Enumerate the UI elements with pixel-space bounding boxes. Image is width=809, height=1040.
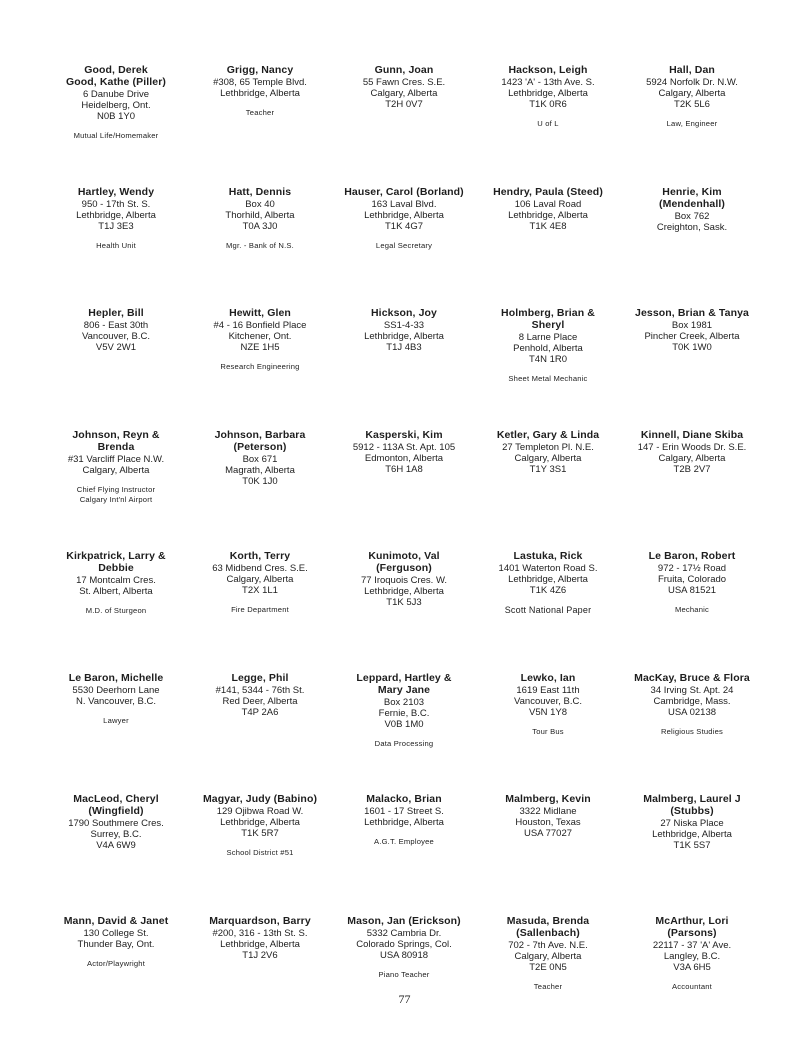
entry-name: Legge, Phil xyxy=(231,671,289,684)
entry-name: Gunn, Joan xyxy=(374,64,434,76)
entry-address: 27 Niska Place Lethbridge, Alberta T1K 5S7 xyxy=(652,818,732,851)
entry-name: Kirkpatrick, Larry & Debbie xyxy=(66,550,166,574)
entry-name: Hickson, Joy xyxy=(371,307,437,319)
entry-occupation: Piano Teacher xyxy=(378,969,430,979)
entry-name: Johnson, Reyn & Brenda xyxy=(72,428,160,453)
entry-name: Hartley, Wendy xyxy=(77,185,155,198)
entry-name: Le Baron, Michelle xyxy=(68,671,164,684)
entry-name: Leppard, Hartley & Mary Jane xyxy=(356,671,452,696)
entry-occupation: Data Processing xyxy=(374,738,434,748)
entry-occupation: M.D. of Sturgeon xyxy=(85,606,147,615)
entry-occupation: Mechanic xyxy=(674,605,710,614)
entry-name: Good, Derek Good, Kathe (Piller) xyxy=(65,64,166,88)
entry-name: Korth, Terry xyxy=(229,550,291,562)
entry-address: Box 40 Thorhild, Alberta T0A 3J0 xyxy=(225,198,295,232)
entry-occupation: Religious Studies xyxy=(660,726,724,736)
directory-entry xyxy=(44,550,188,672)
entry-occupation: Law, Engineer xyxy=(666,119,718,128)
entry-address: 3322 Midlane Houston, Texas USA 77027 xyxy=(515,806,581,839)
directory-entry xyxy=(188,550,332,672)
entry-address: Box 762 Creighton, Sask. xyxy=(656,210,728,233)
directory-entry xyxy=(620,64,764,186)
entry-address: 163 Laval Blvd. Lethbridge, Alberta T1K 4G7 xyxy=(364,198,444,232)
directory-entry xyxy=(44,429,188,551)
directory-entry xyxy=(188,793,332,915)
entry-name: Hewitt, Glen xyxy=(229,307,291,319)
entry-address: 34 Irving St. Apt. 24 Cambridge, Mass. USA 02138 xyxy=(650,684,734,718)
directory-entry xyxy=(620,186,764,308)
entry-name: Malacko, Brian xyxy=(366,793,442,805)
entry-address: #141, 5344 - 76th St. Red Deer, Alberta T4P 2A6 xyxy=(215,684,305,718)
entry-address: 106 Laval Road Lethbridge, Alberta T1K 4E8 xyxy=(508,198,588,232)
entry-name: Kasperski, Kim xyxy=(365,428,443,441)
entry-name: Johnson, Barbara (Peterson) xyxy=(214,428,306,453)
directory-entry xyxy=(188,64,332,186)
entry-occupation: Fire Department xyxy=(231,605,289,614)
directory-entry xyxy=(620,793,764,915)
entry-address: 5332 Cambria Dr. Colorado Springs, Col. USA 80918 xyxy=(356,927,452,961)
directory-entry xyxy=(44,915,188,1037)
directory-entry xyxy=(188,307,332,429)
directory-entry xyxy=(332,793,476,915)
directory-entry xyxy=(620,550,764,672)
directory-entry xyxy=(332,186,476,308)
entry-address: 1423 'A' - 13th Ave. S. Lethbridge, Alberta T1K 0R6 xyxy=(501,77,595,110)
entry-name: McArthur, Lori (Parsons) xyxy=(655,914,729,939)
entry-address: Box 1981 Pincher Creek, Alberta T0K 1W0 xyxy=(644,320,740,353)
entry-address: 129 Ojibwa Road W. Lethbridge, Alberta T1K 5R7 xyxy=(216,806,304,839)
directory-entry xyxy=(44,672,188,794)
entry-name: Malmberg, Kevin xyxy=(505,793,591,805)
directory-entry xyxy=(332,915,476,1037)
directory-entry xyxy=(476,307,620,429)
directory-entry xyxy=(476,550,620,672)
entry-occupation: Actor/Playwright xyxy=(86,958,146,968)
entry-address: 27 Templeton Pl. N.E. Calgary, Alberta T1Y 3S1 xyxy=(502,441,594,475)
entry-occupation: Teacher xyxy=(245,108,275,117)
directory-entry xyxy=(476,793,620,915)
directory-entry xyxy=(620,672,764,794)
directory-entry xyxy=(332,672,476,794)
entry-address: 806 - East 30th Vancouver, B.C. V5V 2W1 xyxy=(82,320,150,353)
entry-name: Kinnell, Diane Skiba xyxy=(640,428,744,441)
entry-address: #31 Varcliff Place N.W. Calgary, Alberta xyxy=(67,453,165,476)
directory-entry xyxy=(476,64,620,186)
entry-name: Lewko, Ian xyxy=(520,671,576,684)
entry-address: 17 Montcalm Cres. St. Albert, Alberta xyxy=(76,575,156,597)
entry-occupation: School District #51 xyxy=(226,848,294,857)
entry-name: Hepler, Bill xyxy=(88,307,144,319)
entry-address: #4 - 16 Bonfield Place Kitchener, Ont. NZE 1H5 xyxy=(213,320,307,353)
entry-occupation: Research Engineering xyxy=(220,362,300,371)
directory-grid xyxy=(44,64,764,1036)
entry-name: Mann, David & Janet xyxy=(63,914,169,927)
entry-address: 5912 - 113A St. Apt. 105 Edmonton, Alberta T6H 1A8 xyxy=(352,441,456,475)
entry-name: Magyar, Judy (Babino) xyxy=(202,793,318,805)
directory-entry xyxy=(332,550,476,672)
directory-entry xyxy=(476,672,620,794)
entry-address: 950 - 17th St. S. Lethbridge, Alberta T1J 3E3 xyxy=(76,198,156,232)
directory-entry xyxy=(476,915,620,1037)
entry-address: 55 Fawn Cres. S.E. Calgary, Alberta T2H 0V7 xyxy=(362,77,446,110)
entry-name: Masuda, Brenda (Sallenbach) xyxy=(506,914,590,939)
directory-entry xyxy=(332,307,476,429)
entry-address: 63 Midbend Cres. S.E. Calgary, Alberta T2X 1L1 xyxy=(212,563,308,596)
directory-entry xyxy=(188,915,332,1037)
entry-address: Box 2103 Fernie, B.C. V0B 1M0 xyxy=(378,696,430,730)
entry-name: Malmberg, Laurel J (Stubbs) xyxy=(643,793,741,817)
directory-entry xyxy=(44,186,188,308)
entry-address: 5924 Norfolk Dr. N.W. Calgary, Alberta T2K 5L6 xyxy=(646,77,738,110)
entry-address: 1601 - 17 Street S. Lethbridge, Alberta xyxy=(364,806,444,828)
directory-entry xyxy=(44,64,188,186)
entry-name: Lastuka, Rick xyxy=(513,550,583,562)
entry-address: #308, 65 Temple Blvd. Lethbridge, Alberta xyxy=(213,77,307,99)
directory-entry xyxy=(476,186,620,308)
entry-address: 1401 Waterton Road S. Lethbridge, Alberta T1K 4Z6 xyxy=(498,563,598,596)
directory-entry xyxy=(620,915,764,1037)
entry-occupation: Scott National Paper xyxy=(504,605,592,615)
entry-occupation: Tour Bus xyxy=(532,726,564,736)
entry-name: Grigg, Nancy xyxy=(226,64,294,76)
entry-occupation: Mgr. - Bank of N.S. xyxy=(226,240,294,250)
entry-name: MacLeod, Cheryl (Wingfield) xyxy=(73,793,159,817)
entry-address: Box 671 Magrath, Alberta T0K 1J0 xyxy=(225,453,295,487)
directory-entry xyxy=(620,429,764,551)
entry-address: 1619 East 11th Vancouver, B.C. V5N 1Y8 xyxy=(514,684,582,718)
entry-occupation: Accountant xyxy=(672,981,712,991)
directory-entry xyxy=(332,429,476,551)
entry-name: Le Baron, Robert xyxy=(648,550,736,562)
entry-address: 972 - 17½ Road Fruita, Colorado USA 81521 xyxy=(657,563,727,596)
directory-entry xyxy=(188,186,332,308)
entry-address: 702 - 7th Ave. N.E. Calgary, Alberta T2E 0N5 xyxy=(508,939,588,973)
entry-name: Hauser, Carol (Borland) xyxy=(344,185,464,198)
directory-entry xyxy=(188,429,332,551)
entry-occupation: U of L xyxy=(537,119,559,128)
entry-name: Hall, Dan xyxy=(669,64,715,76)
entry-name: Marquardson, Barry xyxy=(209,914,311,927)
entry-name: Hendry, Paula (Steed) xyxy=(493,185,603,198)
directory-entry xyxy=(44,307,188,429)
entry-occupation: Mutual Life/Homemaker xyxy=(73,131,159,140)
entry-address: 1790 Southmere Cres. Surrey, B.C. V4A 6W9 xyxy=(68,818,164,851)
entry-name: Kunimoto, Val (Ferguson) xyxy=(368,550,440,574)
directory-entry xyxy=(332,64,476,186)
entry-name: Ketler, Gary & Linda xyxy=(496,428,600,441)
directory-entry xyxy=(188,672,332,794)
entry-occupation: Legal Secretary xyxy=(375,240,433,250)
entry-occupation: Health Unit xyxy=(96,240,136,250)
entry-name: Jesson, Brian & Tanya xyxy=(635,307,749,319)
entry-name: Hatt, Dennis xyxy=(228,185,292,198)
entry-address: 5530 Deerhorn Lane N. Vancouver, B.C. xyxy=(72,684,160,707)
entry-occupation: Sheet Metal Mechanic xyxy=(508,374,588,383)
entry-address: 22117 - 37 'A' Ave. Langley, B.C. V3A 6H5 xyxy=(652,939,732,973)
entry-address: 77 Iroquois Cres. W. Lethbridge, Alberta T1K 5J3 xyxy=(360,575,448,608)
entry-address: SS1-4-33 Lethbridge, Alberta T1J 4B3 xyxy=(364,320,444,353)
entry-name: Hackson, Leigh xyxy=(508,64,588,76)
entry-name: Holmberg, Brian & Sheryl xyxy=(501,307,595,331)
entry-occupation: A.G.T. Employee xyxy=(374,837,434,846)
directory-entry xyxy=(620,307,764,429)
entry-name: Mason, Jan (Erickson) xyxy=(347,914,461,927)
entry-address: 147 - Erin Woods Dr. S.E. Calgary, Alberta T2B 2V7 xyxy=(637,441,747,475)
entry-address: 8 Larne Place Penhold, Alberta T4N 1R0 xyxy=(513,332,583,365)
entry-address: #200, 316 - 13th St. S. Lethbridge, Alberta T1J 2V6 xyxy=(212,927,308,961)
directory-entry xyxy=(476,429,620,551)
entry-address: 6 Danube Drive Heidelberg, Ont. N0B 1Y0 xyxy=(81,89,151,122)
directory-entry xyxy=(44,793,188,915)
entry-occupation: Teacher xyxy=(533,981,563,991)
entry-address: 130 College St. Thunder Bay, Ont. xyxy=(77,927,155,950)
entry-name: Henrie, Kim (Mendenhall) xyxy=(659,185,725,210)
entry-name: MacKay, Bruce & Flora xyxy=(634,671,750,684)
page-number: 77 xyxy=(398,992,411,1006)
entry-occupation: Lawyer xyxy=(103,715,129,725)
entry-occupation: Chief Flying Instructor Calgary Int'nl Airport xyxy=(76,484,156,504)
